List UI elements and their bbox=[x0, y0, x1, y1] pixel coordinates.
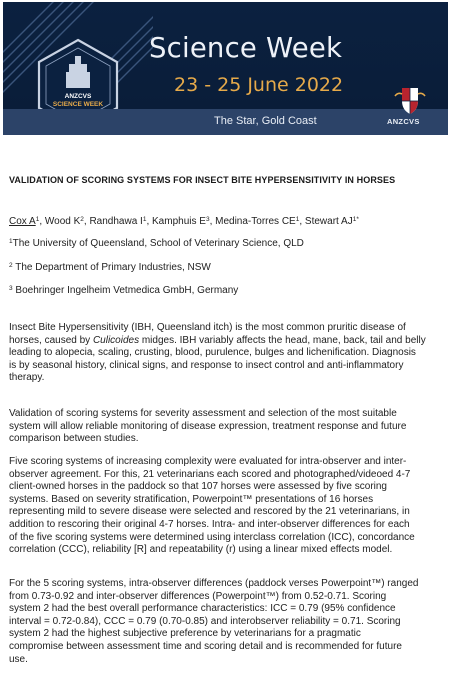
affiliation-2-marker: 2 bbox=[9, 262, 13, 269]
paragraph-line: of the five scoring systems were determined using interclass correlation (ICC), concordance bbox=[9, 531, 415, 543]
author-name: Randhawa I bbox=[89, 216, 143, 227]
author-affiliation-marker: 1 bbox=[142, 216, 147, 223]
paragraph-line: correlation (CCC), reliability [R] and repeatability (r) using a linear mixed effects model. bbox=[9, 544, 393, 556]
paragraph-line: systems. Based on severity stratification, Powerpoint™ presentations of 16 horses bbox=[9, 493, 374, 505]
logo-text-org: ANZCVS bbox=[64, 93, 92, 100]
author-name: Kamphuis E bbox=[152, 216, 206, 227]
affiliation-2-text: The Department of Primary Industries, NSW bbox=[12, 262, 211, 273]
paragraph-line: system will allow reliable monitoring of disease expression, treatment response and future bbox=[9, 420, 407, 432]
author-name: Medina-Torres CE bbox=[215, 216, 296, 227]
paragraph-line: compromise between assessment time and scoring detail and is recommended for future bbox=[9, 640, 402, 652]
paragraph-results bbox=[9, 578, 445, 666]
anzcvs-crest-icon bbox=[393, 86, 427, 116]
affiliation-1-text: The University of Queensland, School of Veterinary Science, QLD bbox=[12, 238, 304, 249]
org-label: ANZCVS bbox=[387, 117, 420, 126]
paragraph-line: use. bbox=[9, 653, 28, 665]
paragraph-background bbox=[9, 322, 445, 385]
author-name: Cox A bbox=[9, 216, 36, 227]
affiliation-3 bbox=[9, 285, 445, 298]
paragraph-line: system 2 had the highest subjective preference by veterinarians for a pragmatic bbox=[9, 628, 361, 640]
author-affiliation-marker: 1* bbox=[352, 216, 359, 223]
author-affiliation-marker: 1 bbox=[295, 216, 300, 223]
paragraph-line: system 2 had the best overall performance characteristics: ICC = 0.79 (95% confidence bbox=[9, 603, 396, 615]
author-affiliation-marker: 2 bbox=[80, 216, 84, 223]
paragraph-line: Validation of scoring systems for severity assessment and selection of the most suitable bbox=[9, 408, 397, 419]
author-name: Stewart AJ bbox=[304, 216, 353, 227]
affiliation-3-marker: 3 bbox=[9, 285, 13, 292]
paragraph-methods bbox=[9, 456, 445, 557]
paragraph-line: from 0.73-0.92 and inter-observer differences (Powerpoint™) from 0.52-0.71. Scoring bbox=[9, 590, 387, 602]
italic-term: Culicoides bbox=[92, 334, 140, 346]
event-banner bbox=[3, 2, 448, 135]
author-name: Wood K bbox=[44, 216, 81, 227]
paragraph-line: Insect Bite Hypersensitivity (IBH, Queensland itch) is the most common pruritic disease of bbox=[9, 322, 406, 333]
affiliation-2 bbox=[9, 262, 445, 275]
paragraph-line: addition to rescoring their original 4-7 horses. Intra- and inter-observer differences for each bbox=[9, 518, 410, 530]
paragraph-line: client-owned horses in the paddock so that 107 horses were assessed by five scoring bbox=[9, 481, 387, 493]
affiliation-1-marker: 1 bbox=[9, 238, 13, 245]
paragraph-line: leading to alopecia, scaling, crusting, blood, purulence, bulges and lichenification. Diagnosis bbox=[9, 347, 416, 359]
author-list: Cox $A^1$, Wood $K^2$, Randhawa $I^1$, Kamphuis $E^3$, Medina-Torres $CE^1$, Stewart $AJ^{1*}$ bbox=[9, 216, 359, 227]
paragraph-line: is by seasonal history, clinical signs, and response to insect control and anti-inflammatory bbox=[9, 359, 404, 371]
paragraph-line: horses, caused by Culicoides midges. IBH variably affects the head, mane, back, tail and belly bbox=[9, 334, 426, 346]
article-title: VALIDATION OF SCORING SYSTEMS FOR INSECT BITE HYPERSENSITIVITY IN HORSES bbox=[9, 175, 396, 185]
event-venue: The Star, Gold Coast bbox=[214, 115, 317, 127]
author-affiliation-marker: 1 bbox=[35, 216, 40, 223]
logo-text-week: SCIENCE WEEK bbox=[52, 101, 104, 108]
affiliation-1 bbox=[9, 238, 445, 251]
paragraph-line: interval = 0.72-0.84), CCC = 0.79 (0.70-0.85) and interobserver reliability = 0.71. Scoring bbox=[9, 615, 401, 627]
paragraph-line: representing mild to severe disease were selected and rescored by the 21 veterinarians, in bbox=[9, 506, 410, 518]
affiliation-3-text: Boehringer Ingelheim Vetmedica GmbH, Germany bbox=[12, 285, 239, 296]
author-affiliation-marker: 3 bbox=[205, 216, 210, 223]
paragraph-line: therapy. bbox=[9, 372, 45, 384]
paragraph-rationale bbox=[9, 408, 445, 446]
paragraph-line: observer agreement. For this, 21 veterinarians each scored and photographed/videoed 4-7 bbox=[9, 468, 411, 480]
event-title: Science Week bbox=[149, 32, 343, 64]
paragraph-line: comparison between studies. bbox=[9, 433, 139, 445]
event-dates: 23 - 25 June 2022 bbox=[174, 74, 344, 96]
paragraph-line: For the 5 scoring systems, intra-observer differences (paddock verses Powerpoint™) ranged bbox=[9, 578, 419, 589]
paragraph-line: Five scoring systems of increasing complexity were evaluated for intra-observer and inter- bbox=[9, 456, 407, 467]
